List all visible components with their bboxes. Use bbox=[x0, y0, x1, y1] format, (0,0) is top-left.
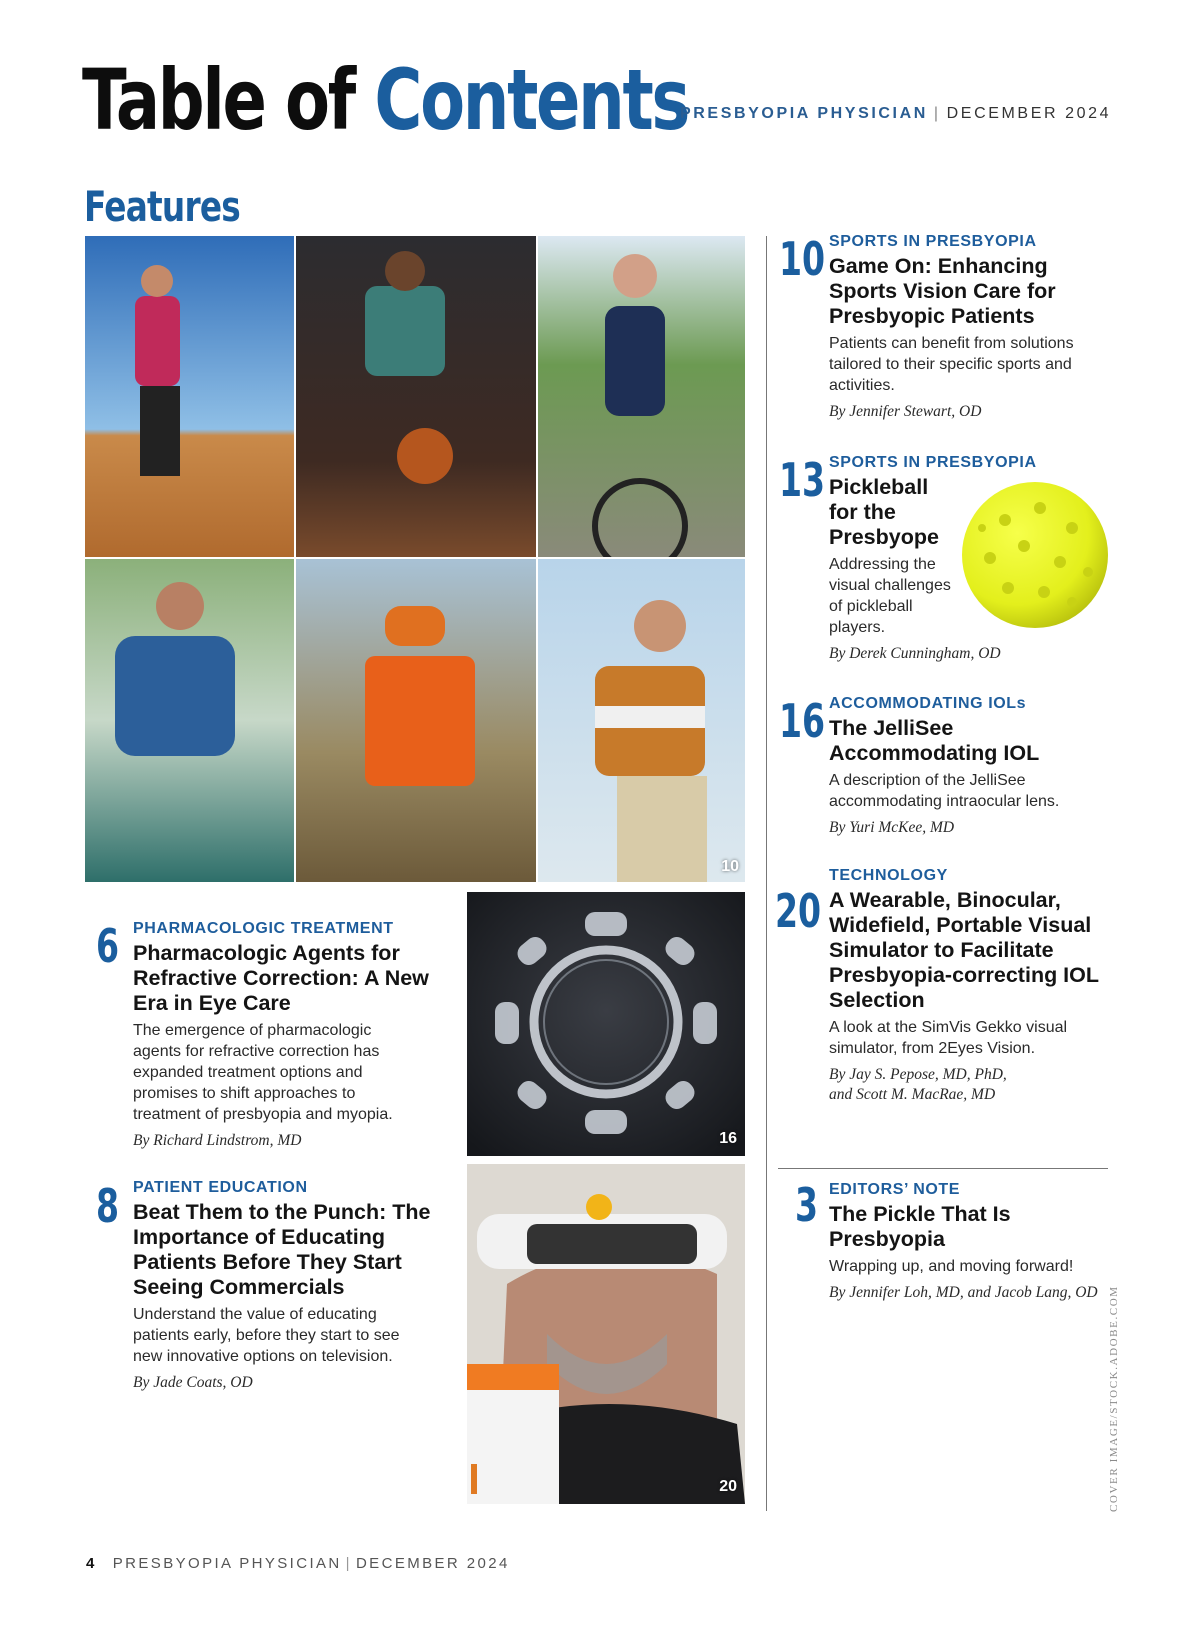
article-jellisee[interactable] bbox=[829, 694, 1099, 838]
article-headline[interactable]: Pickleball for the Presbyope bbox=[829, 475, 939, 549]
article-byline: By Derek Cunningham, OD bbox=[829, 645, 1001, 662]
title-part-1: Table of bbox=[82, 51, 354, 149]
title-part-2: Contents bbox=[374, 51, 689, 149]
article-headline[interactable]: Beat Them to the Punch: The Importance of Educating Patients Before They Start Seeing Commercials bbox=[133, 1200, 431, 1299]
article-headline[interactable]: The Pickle That Is Presbyopia bbox=[829, 1202, 1011, 1251]
page-number-10: 10 bbox=[779, 232, 826, 286]
footer-issue: DECEMBER 2024 bbox=[355, 1555, 510, 1572]
page-footer bbox=[86, 1555, 510, 1572]
collage-page-label: 10 bbox=[721, 858, 739, 875]
masthead bbox=[680, 105, 1111, 123]
article-byline: By Jennifer Stewart, OD bbox=[829, 403, 982, 420]
article-description: Patients can benefit from solutions tailored to their specific sports and activities. bbox=[829, 335, 1074, 394]
footer-publication: PRESBYOPIA PHYSICIAN bbox=[112, 1555, 342, 1572]
section-divider bbox=[778, 1168, 1108, 1169]
masthead-publication: PRESBYOPIA PHYSICIAN bbox=[680, 105, 928, 122]
article-pickleball[interactable] bbox=[829, 453, 1039, 664]
article-byline: By Jade Coats, OD bbox=[133, 1374, 253, 1391]
article-byline: By Richard Lindstrom, MD bbox=[133, 1132, 302, 1149]
article-description: Wrapping up, and moving forward! bbox=[829, 1258, 1074, 1275]
article-headline[interactable]: Game On: Enhancing Sports Vision Care for Presbyopic Patients bbox=[829, 254, 1056, 328]
article-byline: By Yuri McKee, MD bbox=[829, 819, 955, 836]
article-beat-them-to-the-punch[interactable] bbox=[133, 1178, 448, 1393]
page-number-16: 16 bbox=[779, 694, 826, 748]
article-description: Understand the value of educating patients early, before they start to see new innovative options on television. bbox=[133, 1306, 400, 1365]
footer-page-number: 4 bbox=[86, 1555, 97, 1572]
jellisee-lens-image bbox=[467, 892, 745, 1156]
page-title bbox=[82, 51, 689, 149]
sports-collage-image bbox=[85, 236, 745, 882]
article-category: PATIENT EDUCATION bbox=[133, 1179, 308, 1196]
lens-page-label: 16 bbox=[719, 1130, 737, 1147]
article-category: TECHNOLOGY bbox=[829, 867, 948, 884]
article-headline[interactable]: The JelliSee Accommodating IOL bbox=[829, 716, 1040, 765]
article-visual-simulator[interactable] bbox=[829, 866, 1111, 1105]
article-byline: By Jay S. Pepose, MD, PhD, and Scott M. MacRae, MD bbox=[829, 1066, 1007, 1103]
article-description: The emergence of pharmacologic agents for refractive correction has expanded treatment options and promises to shift approaches to treatment of presbyopia and myopia. bbox=[133, 1022, 393, 1123]
page-number-13: 13 bbox=[779, 453, 826, 507]
article-editors-note[interactable] bbox=[829, 1180, 1109, 1303]
article-description: A description of the JelliSee accommodating intraocular lens. bbox=[829, 772, 1060, 810]
footer-separator: | bbox=[345, 1555, 352, 1572]
article-category: SPORTS IN PRESBYOPIA bbox=[829, 233, 1037, 250]
page-number-20: 20 bbox=[775, 884, 822, 938]
article-headline[interactable]: Pharmacologic Agents for Refractive Correction: A New Era in Eye Care bbox=[133, 941, 429, 1015]
article-category: SPORTS IN PRESBYOPIA bbox=[829, 454, 1037, 471]
photo-credit: COVER IMAGE/STOCK.ADOBE.COM bbox=[1108, 1285, 1120, 1512]
column-divider bbox=[766, 236, 767, 1511]
article-category: EDITORS’ NOTE bbox=[829, 1181, 961, 1198]
article-category: ACCOMMODATING IOLs bbox=[829, 695, 1027, 712]
article-description: Addressing the visual challenges of pickleball players. bbox=[829, 556, 951, 636]
page-number-3: 3 bbox=[795, 1178, 819, 1232]
page-number-6: 6 bbox=[96, 919, 120, 973]
article-headline[interactable]: A Wearable, Binocular, Widefield, Portable Visual Simulator to Facilitate Presbyopia-correcting IOL Selection bbox=[829, 888, 1099, 1012]
article-category: PHARMACOLOGIC TREATMENT bbox=[133, 920, 394, 937]
visual-simulator-image bbox=[467, 1164, 745, 1504]
article-byline: By Jennifer Loh, MD, and Jacob Lang, OD bbox=[829, 1284, 1098, 1301]
simulator-page-label: 20 bbox=[719, 1478, 737, 1495]
masthead-separator: | bbox=[933, 105, 941, 122]
section-label: Features bbox=[84, 182, 240, 231]
article-game-on[interactable] bbox=[829, 232, 1109, 422]
article-pharmacologic-agents[interactable] bbox=[133, 919, 448, 1151]
page-number-8: 8 bbox=[96, 1179, 120, 1233]
article-description: A look at the SimVis Gekko visual simulator, from 2Eyes Vision. bbox=[829, 1019, 1068, 1057]
masthead-issue: DECEMBER 2024 bbox=[946, 105, 1112, 122]
